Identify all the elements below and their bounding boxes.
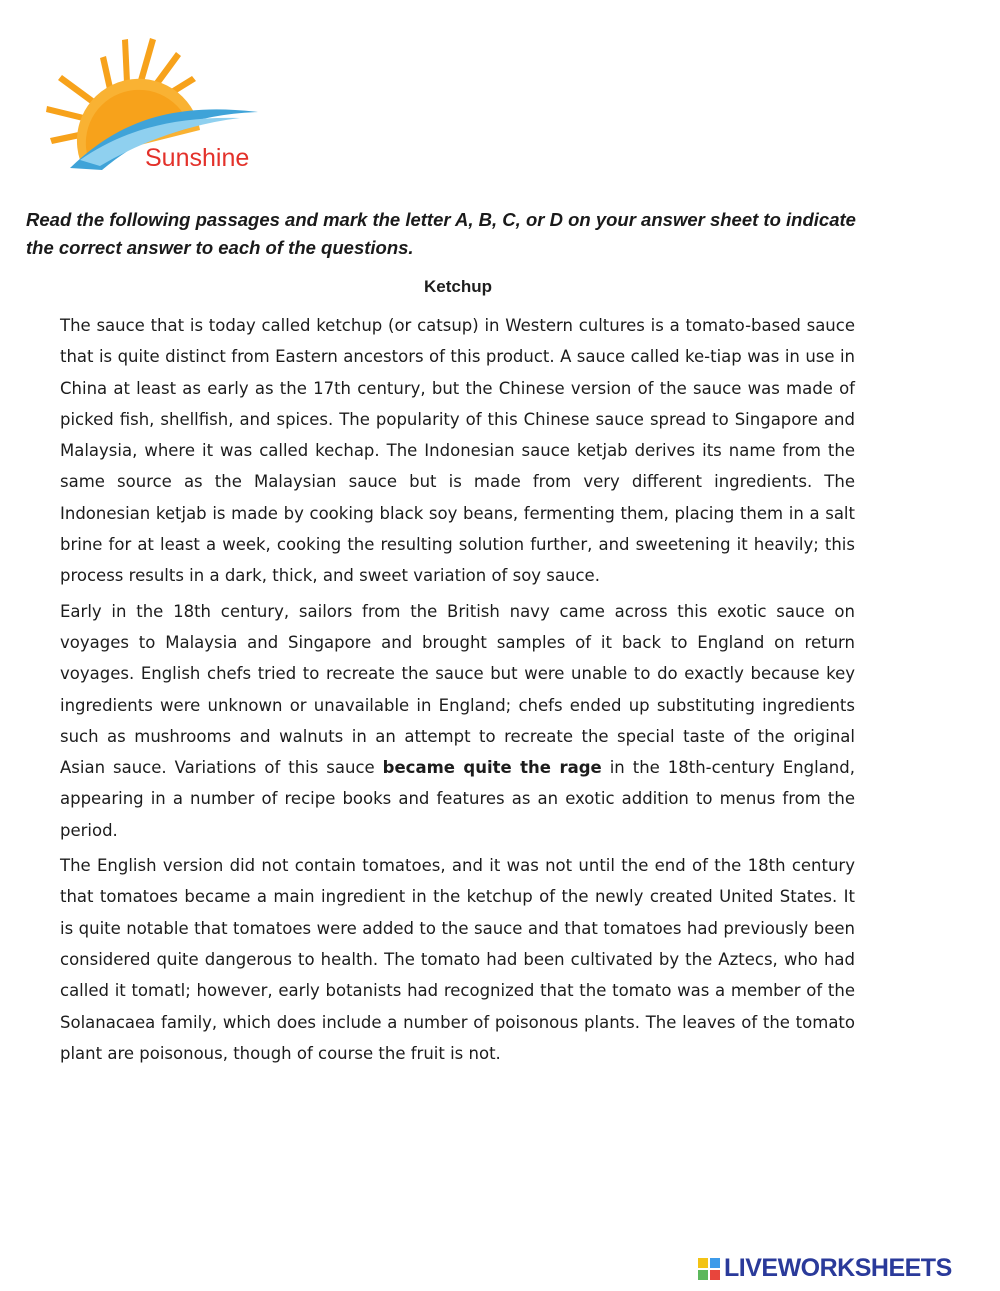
paragraph-3: The English version did not contain tomatoes, and it was not until the end of the 18th century that tomatoes became a main ingredient in the ketchup of the newly created United States. It is quite notable that tomatoes were added to the sauce and that tomatoes had previously been considered quite dangerous to health. The tomato had been cultivated by the Aztecs, who had called it tomatl; however, early botanists had recognized that the tomato was a member of the Solanacaea family, which does include a number of poisonous plants. The leaves of the tomato plant are poisonous, though of course the fruit is not. [60, 856, 855, 1063]
sunshine-logo [40, 20, 270, 180]
paragraph-2-start: Early in the 18th century, sailors from the British navy came across this exotic sauce on voyages to Malaysia and Singapore and brought samples of it back to England on return voyages. English chefs tried to recreate the sauce but were unable to do exactly because key ingredients were unknown or unavailable in England; chefs ended up substituting ingredients such as mushrooms and walnuts in an attempt to recreate the special taste of the original Asian sauce. Variations of this sauce [60, 601, 855, 778]
paragraph-2-end: in the 18th-century England, appearing in a number of recipe books and features as an exotic addition to menus from the period. [60, 758, 855, 840]
instructions: Read the following passages and mark the letter A, B, C, or D on your answer sheet to indicate the correct answer to each of the questions. [26, 209, 856, 258]
passage-title: Ketchup [424, 277, 492, 296]
paragraph-2 [60, 596, 855, 846]
liveworksheets-icon [698, 1258, 720, 1280]
passage-body [60, 310, 855, 1073]
liveworksheets-footer [698, 1254, 998, 1284]
highlighted-phrase: became quite the rage [382, 758, 602, 778]
logo-text: Sunshine [145, 144, 250, 172]
paragraph-1: The sauce that is today called ketchup (or catsup) in Western cultures is a tomato-based sauce that is quite distinct from Eastern ancestors of this product. A sauce called ke-tiap was in use in China at least as early as the 17th century, but the Chinese version of the sauce was made of picked fish, shellfish, and spices. The popularity of this Chinese sauce spread to Singapore and Malaysia, where it was called kechap. The Indonesian sauce ketjab derives its name from the same source as the Malaysian sauce but is made from very different ingredients. The Indonesian ketjab is made by cooking black soy beans, fermenting them, placing them in a salt brine for at least a week, cooking the resulting solution further, and sweetening it heavily; this process results in a dark, thick, and sweet variation of soy sauce. [60, 316, 855, 586]
liveworksheets-logo-text: LIVEWORKSHEETS [724, 1254, 952, 1282]
